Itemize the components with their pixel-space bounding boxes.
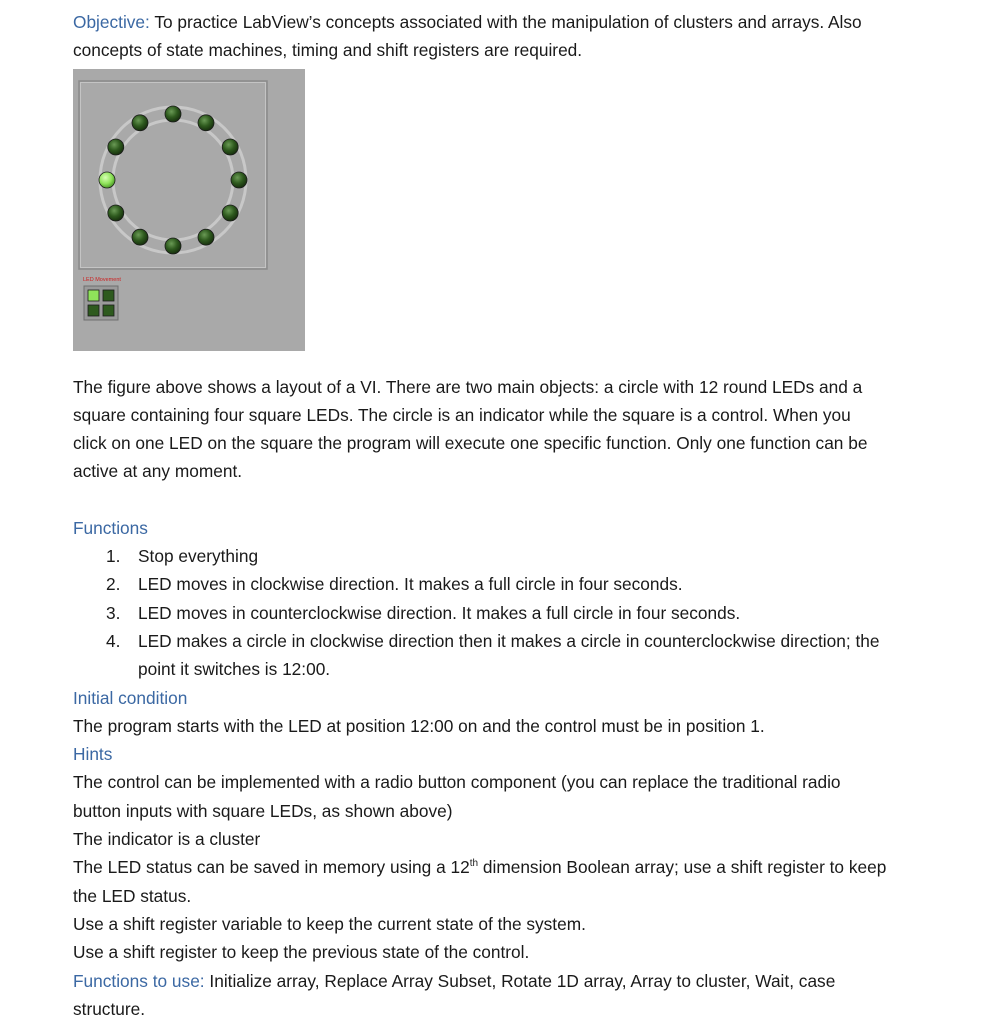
initial-condition-heading: Initial condition xyxy=(73,687,188,708)
round-led xyxy=(222,139,238,155)
list-item: 2. LED moves in clockwise direction. It makes a full circle in four seconds. xyxy=(106,574,683,595)
ring-outer xyxy=(100,107,246,253)
initial-condition-text: The program starts with the LED at position 12:00 on and the control must be in position 1. xyxy=(73,715,765,736)
functions-heading: Functions xyxy=(73,517,148,538)
hint-line: Use a shift register variable to keep the current state of the system. xyxy=(73,913,586,934)
round-led xyxy=(231,172,247,188)
functions-to-use: Functions to use: Initialize array, Replace Array Subset, Rotate 1D array, Array to cluster, Wait, case xyxy=(73,970,836,991)
list-item: 3. LED moves in counterclockwise direction. It makes a full circle in four seconds. xyxy=(106,602,741,623)
square-led-button[interactable] xyxy=(88,305,99,316)
description-line: click on one LED on the square the program will execute one specific function. Only one function can be xyxy=(73,433,868,454)
objective-label: Objective: xyxy=(73,12,150,32)
description-line: active at any moment. xyxy=(73,461,243,482)
round-led xyxy=(99,172,115,188)
round-led xyxy=(165,238,181,254)
ring-inner xyxy=(113,120,233,240)
round-led xyxy=(108,139,124,155)
round-led xyxy=(198,229,214,245)
square-led-button[interactable] xyxy=(103,305,114,316)
vi-front-panel-drawing xyxy=(73,69,305,351)
hint-line: The indicator is a cluster xyxy=(73,829,261,850)
list-item: 1. Stop everything xyxy=(106,546,259,567)
round-led xyxy=(222,205,238,221)
round-led xyxy=(165,106,181,122)
square-led-button[interactable] xyxy=(88,290,99,301)
hint-line: button inputs with square LEDs, as shown above) xyxy=(73,800,453,821)
round-led xyxy=(132,114,148,130)
round-led xyxy=(198,114,214,130)
hint-line: The control can be implemented with a radio button component (you can replace the traditional radio xyxy=(73,772,841,793)
vi-front-panel-figure xyxy=(73,69,305,351)
square-led-button[interactable] xyxy=(103,290,114,301)
list-item: 4. LED makes a circle in clockwise direction then it makes a circle in counterclockwise direction; the point it switches is 12:00. xyxy=(106,630,880,680)
hints-heading: Hints xyxy=(73,744,113,765)
functions-to-use-label: Functions to use: xyxy=(73,970,205,991)
round-led xyxy=(108,205,124,221)
hint-line: the LED status. xyxy=(73,885,192,906)
description-line: square containing four square LEDs. The circle is an indicator while the square is a control. When you xyxy=(73,404,851,425)
functions-list xyxy=(73,542,943,683)
round-led xyxy=(132,229,148,245)
objective-line-2: concepts of state machines, timing and shift registers are required. xyxy=(73,40,583,61)
functions-to-use-line-2: structure. xyxy=(73,998,146,1019)
description-line: The figure above shows a layout of a VI. There are two main objects: a circle with 12 round LEDs and a xyxy=(73,376,863,397)
description xyxy=(73,373,943,486)
hint-line: The LED status can be saved in memory using a 12th dimension Boolean array; use a shift register to keep xyxy=(73,857,887,878)
objective-line-1: Objective: To practice LabView’s concepts associated with the manipulation of clusters and arrays. Also xyxy=(73,12,862,32)
control-label: LED Movement xyxy=(83,276,121,283)
document-page xyxy=(73,8,943,1023)
hint-line: Use a shift register to keep the previous state of the control. xyxy=(73,942,530,963)
